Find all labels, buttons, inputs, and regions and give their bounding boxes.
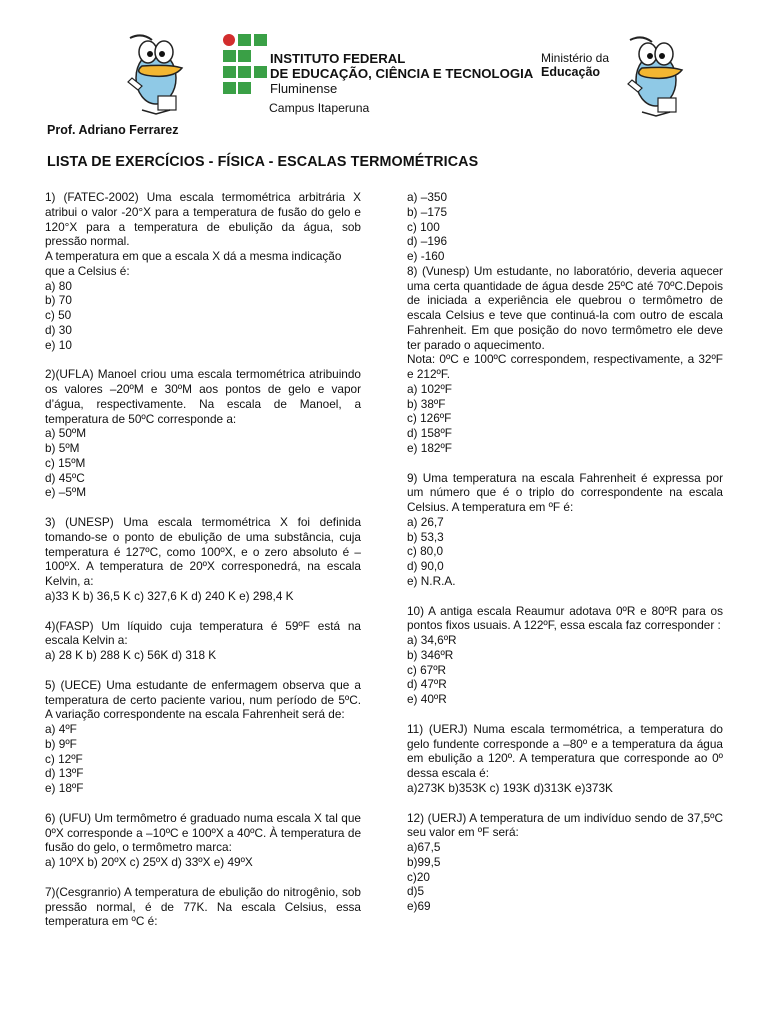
- option: e) 18ºF: [45, 781, 84, 795]
- question-3-stem: 3) (UNESP) Uma escala termométrica X foi definida tomando-se o ponto de ebulição de uma substância, cuja temperatura é 127ºC, como 100ºX, e o zero absoluto é –100ºX. A temperatura de 20ºX corresponedrá, na escala Kelvin, a:: [45, 515, 361, 588]
- option: c) 12ºF: [45, 751, 83, 766]
- option: b) 346ºR: [407, 647, 454, 662]
- question-9-stem: 9) Uma temperatura na escala Fahrenheit é expressa por um número que é o triplo do correspondente na escala Celsius. A temperatura em ºF é:: [407, 470, 723, 514]
- option: b) –175: [407, 204, 448, 219]
- right-column: [407, 190, 723, 914]
- ministry-label: [541, 51, 609, 79]
- option: b) 70: [45, 293, 72, 308]
- question-1: [45, 190, 361, 352]
- question-1-stem-2: A temperatura em que a escala X dá a mesma indicação que a Celsius é:: [45, 249, 342, 278]
- option: d) –196: [407, 234, 448, 249]
- option: a)67,5: [407, 840, 441, 854]
- page-header: [0, 0, 768, 120]
- question-4-options: a) 28 K b) 288 K c) 56K d) 318 K: [45, 648, 217, 662]
- question-10-stem: 10) A antiga escala Reaumur adotava 0ºR e 80ºR para os pontos fixos usuais. A 122ºF, essa escala faz corresponder :: [407, 603, 723, 633]
- option: e)69: [407, 899, 431, 913]
- option: a) –350: [407, 190, 448, 204]
- duck-mascot-left-icon: [122, 30, 190, 116]
- question-12-stem: 12) (UERJ) A temperatura de um indivíduo sendo de 37,5ºC seu valor em ºF será:: [407, 810, 723, 840]
- question-6: [45, 811, 361, 870]
- option: e) N.R.A.: [407, 573, 456, 588]
- question-7-options: [407, 190, 723, 264]
- question-8-stem: 8) (Vunesp) Um estudante, no laboratório, deveria aquecer uma certa quantidade de água desde 25ºC até 70ºC.Depois de iniciada a experiência ele quebrou o termômetro de escala Celsius e teve que continuá-la com outro de escala Fahrenheit. Em que posição do novo termômetro ele deve ter parado o aquecimento.: [407, 263, 723, 352]
- question-3: [45, 515, 361, 604]
- option: d) 45ºC: [45, 470, 85, 485]
- question-6-stem: 6) (UFU) Um termômetro é graduado numa escala X tal que 0ºX corresponde a –10ºC e 100ºX a 40ºC. À temperatura de fusão do gelo, o termômetro marca:: [45, 810, 361, 855]
- ministry-line-1: Ministério da: [541, 51, 610, 65]
- question-2: [45, 367, 361, 500]
- option: a) 26,7: [407, 514, 444, 529]
- option: c) 67ºR: [407, 662, 447, 677]
- option: b) 5ºM: [45, 441, 80, 455]
- option: a) 4ºF: [45, 722, 77, 736]
- option: b) 53,3: [407, 529, 444, 544]
- option: c) 80,0: [407, 544, 444, 559]
- duck-mascot-right-icon: [622, 32, 690, 118]
- question-4: [45, 619, 361, 663]
- option: a) 80: [45, 278, 72, 293]
- question-11: [407, 722, 723, 796]
- option: d) 13ºF: [45, 766, 84, 781]
- question-2-stem: 2)(UFLA) Manoel criou uma escala termométrica atribuindo os valores –20ºM e 30ºM aos pontos de gelo e vapor d’água, respectivamente. Na escala de Manoel, a temperatura de 50ºC corresponde a:: [45, 367, 361, 426]
- question-10: [407, 604, 723, 707]
- question-7-stem: 7)(Cesgranrio) A temperatura de ebulição do nitrogênio, sob pressão normal, é de 77K. Na escala Celsius, essa temperatura em ºC é:: [45, 884, 361, 929]
- question-1-stem: 1) (FATEC-2002) Uma escala termométrica arbitrária X atribui o valor -20°X para a temperatura de fusão do gelo e 120°X para a temperatura de ebulição da água, sob pressão normal.: [45, 190, 361, 249]
- option: e) -160: [407, 249, 445, 263]
- option: b) 38ºF: [407, 396, 446, 411]
- campus-name: Campus Itaperuna: [269, 101, 370, 115]
- question-8: [407, 264, 723, 456]
- option: c) 15ºM: [45, 455, 86, 470]
- option: a) 102ºF: [407, 381, 452, 396]
- option: d) 90,0: [407, 559, 444, 573]
- option: a) 50ºM: [45, 426, 87, 441]
- question-6-options: a) 10ºX b) 20ºX c) 25ºX d) 33ºX e) 49ºX: [45, 855, 253, 869]
- question-11-stem: 11) (UERJ) Numa escala termométrica, a temperatura do gelo fundente corresponde a –80º e a temperatura da água em ebulição a 120º. A temperatura que corresponde ao 0º dessa escala é:: [407, 721, 723, 780]
- option: e) 182ºF: [407, 440, 452, 455]
- question-8-note: Nota: 0ºC e 100ºC correspondem, respectivamente, a 32ºF e 212ºF.: [407, 352, 723, 381]
- question-9: [407, 471, 723, 589]
- question-11-options: a)273K b)353K c) 193K d)313K e)373K: [407, 780, 613, 795]
- option: a) 34,6ºR: [407, 633, 457, 647]
- question-5: [45, 678, 361, 796]
- option: b) 9ºF: [45, 736, 77, 751]
- option: d) 30: [45, 322, 72, 337]
- option: d)5: [407, 884, 425, 899]
- option: e) 40ºR: [407, 692, 447, 706]
- question-3-options: a)33 K b) 36,5 K c) 327,6 K d) 240 K e) 298,4 K: [45, 588, 294, 603]
- option: e) –5ºM: [45, 485, 87, 500]
- option: c)20: [407, 869, 430, 884]
- option: c) 100: [407, 219, 440, 234]
- professor-name: Prof. Adriano Ferrarez: [47, 123, 179, 137]
- institute-line-1: INSTITUTO FEDERAL: [270, 51, 406, 66]
- option: c) 50: [45, 308, 72, 322]
- page-title: LISTA DE EXERCÍCIOS - FÍSICA - ESCALAS TERMOMÉTRICAS: [47, 154, 479, 170]
- option: d) 47ºR: [407, 677, 447, 692]
- left-column: [45, 190, 361, 929]
- question-12: [407, 811, 723, 914]
- institute-line-2: DE EDUCAÇÃO, CIÊNCIA E TECNOLOGIA: [270, 66, 534, 81]
- question-4-stem: 4)(FASP) Um líquido cuja temperatura é 59ºF está na escala Kelvin a:: [45, 618, 361, 648]
- ministry-line-2: Educação: [541, 65, 601, 79]
- option: b)99,5: [407, 854, 441, 869]
- option: e) 10: [45, 337, 72, 352]
- question-7: [45, 885, 361, 929]
- if-logo-icon: [222, 33, 270, 95]
- question-5-stem: 5) (UECE) Uma estudante de enfermagem observa que a temperatura de certo paciente variou, num período de 5ºC. A variação correspondente na escala Fahrenheit será de:: [45, 677, 361, 722]
- institute-name: [270, 51, 533, 116]
- institute-line-3: Fluminense: [270, 81, 338, 96]
- option: d) 158ºF: [407, 426, 452, 440]
- option: c) 126ºF: [407, 411, 452, 426]
